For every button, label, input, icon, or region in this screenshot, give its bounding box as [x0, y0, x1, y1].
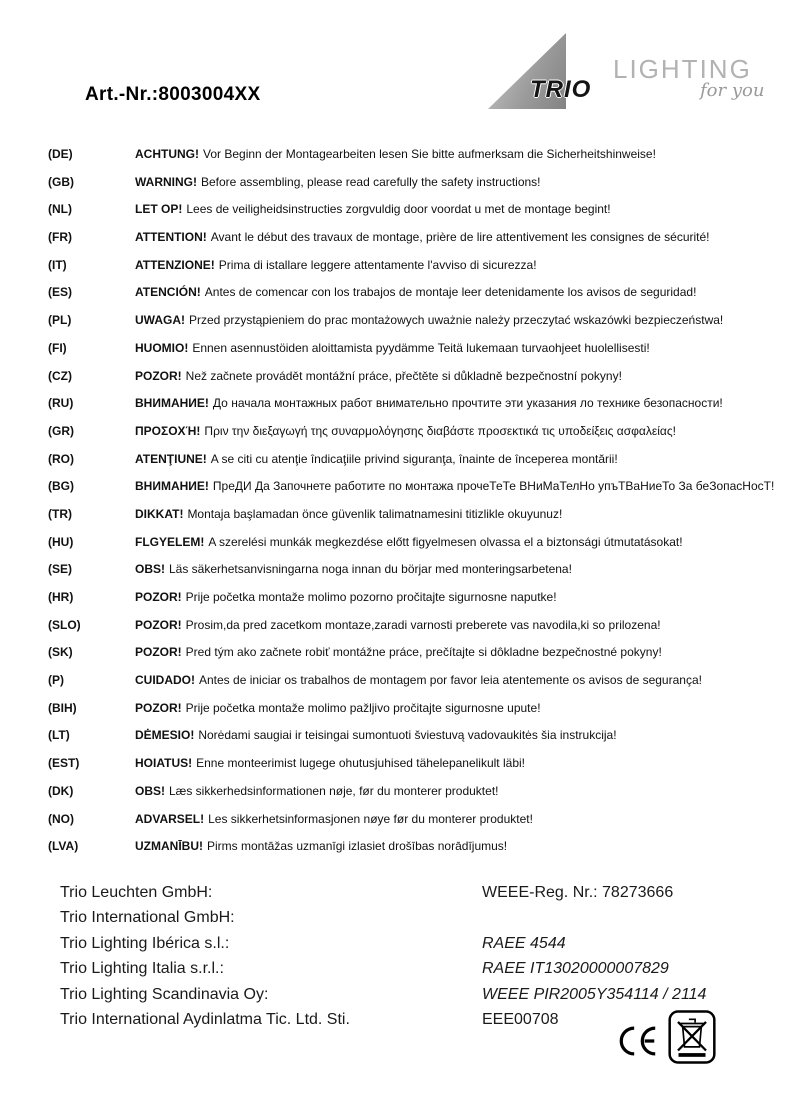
footer-row	[60, 985, 782, 1010]
warning-message	[135, 147, 656, 161]
warning-text: Ennen asennustöiden aloittamista pyydämme Teitä lukemaan turvaohjeet huolellisesti!	[192, 340, 650, 355]
company-name: Trio Lighting Ibérica s.l.:	[60, 934, 230, 952]
warning-text: Les sikkerhetsinformasjonen nøye før du monterer produktet!	[208, 811, 533, 826]
language-code: (IT)	[48, 257, 67, 272]
warning-message	[135, 202, 611, 216]
language-code: (BG)	[48, 479, 74, 494]
language-code: (CZ)	[48, 368, 72, 383]
warning-word: ATENŢIUNE!	[135, 451, 207, 466]
warning-text: Przed przystąpieniem do prac montażowych uważnie należy przeczytać wskazówki bezpieczeństwa!	[189, 313, 724, 328]
warning-message	[135, 673, 702, 687]
warning-row	[48, 507, 784, 535]
company-name: Trio Lighting Italia s.r.l.:	[60, 960, 224, 978]
warning-text: Pirms montāžas uzmanīgi izlasiet drošības norādījumus!	[207, 839, 508, 854]
warning-row	[48, 728, 784, 756]
warning-message	[135, 341, 650, 355]
footer-row	[60, 959, 782, 984]
warning-message	[135, 812, 533, 826]
warning-row	[48, 590, 784, 618]
warning-row	[48, 369, 784, 397]
language-code: (FI)	[48, 340, 67, 355]
warning-word: POZOR!	[135, 590, 182, 604]
warning-row	[48, 645, 784, 673]
warning-word: ATTENZIONE!	[135, 257, 215, 272]
language-code: (NO)	[48, 811, 74, 826]
language-code: (DK)	[48, 783, 74, 798]
warning-message	[135, 839, 507, 853]
warning-message	[135, 728, 617, 742]
warning-text: Prima di istallare leggere attentamente l'avviso di sicurezza!	[218, 257, 537, 272]
warning-text: Avant le début des travaux de montage, prière de lire attentivement les consignes de sécurité!	[210, 230, 710, 245]
warning-message	[135, 618, 661, 632]
warning-message	[135, 701, 541, 715]
warning-word: POZOR!	[135, 617, 182, 632]
warning-word: DĖMESIO!	[135, 728, 195, 743]
warning-message	[135, 285, 696, 299]
warning-text: Norėdami saugiai ir teisingai sumontuoti šviestuvą vadovaukitės šia instrukcija!	[198, 728, 617, 743]
warning-row	[48, 839, 784, 867]
warning-message	[135, 562, 572, 576]
warning-row	[48, 479, 784, 507]
trio-lighting-logo	[488, 30, 788, 114]
warning-text: Læs sikkerhedsinformationen nøje, før du monterer produktet!	[169, 783, 499, 798]
lighting-wordmark: LIGHTING	[613, 54, 752, 84]
warning-word: WARNING!	[135, 174, 197, 189]
warning-row	[48, 285, 784, 313]
warning-row	[48, 535, 784, 563]
company-name: Trio International GmbH:	[60, 909, 235, 927]
warning-row	[48, 258, 784, 286]
warning-message	[135, 175, 541, 189]
warning-word: POZOR!	[135, 368, 182, 383]
warning-row	[48, 313, 784, 341]
warning-text: Läs säkerhetsanvisningarna noga innan du börjar med monteringsarbetena!	[169, 562, 572, 577]
registration-value: WEEE-Reg. Nr.: 78273666	[482, 884, 674, 901]
warning-word: ATENCIÓN!	[135, 285, 201, 300]
warning-row	[48, 175, 784, 203]
warning-word: OBS!	[135, 783, 165, 798]
language-code: (PL)	[48, 313, 72, 328]
language-code: (RO)	[48, 451, 74, 466]
warning-word: ACHTUNG!	[135, 147, 199, 161]
warning-message	[135, 452, 618, 466]
warning-word: ATTENTION!	[135, 230, 207, 245]
warning-message	[135, 535, 683, 549]
warning-row	[48, 452, 784, 480]
language-code: (SK)	[48, 645, 73, 660]
warning-message	[135, 590, 557, 604]
warning-text: A szerelési munkák megkezdése előtt figyelmesen olvassa el a biztonsági útmutatásokat!	[208, 534, 683, 549]
warning-text: Πριν την διεξαγωγή της συναρμολόγησης διαβάστε προσεκτικά τις υποδείξεις ασφαλείας!	[204, 423, 676, 438]
warning-row	[48, 396, 784, 424]
warning-message	[135, 230, 710, 244]
language-code: (TR)	[48, 506, 72, 521]
warning-word: UZMANĪBU!	[135, 839, 203, 854]
warning-word: ВНИМАНИЕ!	[135, 396, 209, 411]
warning-row	[48, 424, 784, 452]
foryou-tagline: for you	[700, 80, 765, 101]
language-code: (HR)	[48, 590, 74, 604]
warning-message	[135, 369, 622, 383]
warning-row	[48, 230, 784, 258]
warning-word: CUIDADO!	[135, 673, 195, 688]
warning-text: Antes de iniciar os trabalhos de montagem por favor leia atentemente os avisos de segurança!	[199, 673, 702, 688]
warning-text: До начала монтажных работ внимательно прочтите эти указания ло технике безопасности!	[212, 396, 723, 411]
warning-word: ΠΡΟΣΟΧΉ!	[135, 423, 201, 438]
registration-value: RAEE IT13020000007829	[482, 960, 669, 978]
registration-value: RAEE 4544	[482, 934, 566, 952]
warning-row	[48, 147, 784, 175]
article-number: Art.-Nr.:8003004XX	[85, 84, 261, 105]
company-name: Trio Lighting Scandinavia Oy:	[60, 985, 269, 1003]
warning-row	[48, 673, 784, 701]
warning-text: Prosim,da pred zacetkom montaze,zaradi varnosti preberete vas navodila,ki so prilozena!	[185, 617, 661, 632]
warning-row	[48, 341, 784, 369]
warning-text: Pred tým ako začnete robiť montážne práce, prečítajte si dôkladne bezpečnostné pokyny!	[185, 645, 662, 660]
warning-text: Antes de comencar con los trabajos de montaje leer detenidamente los avisos de seguridad!	[204, 285, 697, 300]
warning-message	[135, 645, 662, 659]
language-code: (EST)	[48, 756, 80, 771]
warning-text: Vor Beginn der Montagearbeiten lesen Sie bitte aufmerksam die Sicherheitshinweise!	[203, 147, 656, 161]
warning-text: A se citi cu atenţie îndicaţiile privind siguranţa, înainte de începerea montării!	[210, 451, 618, 466]
language-code: (HU)	[48, 534, 74, 549]
warning-message	[135, 424, 676, 438]
warning-word: FLGYELEM!	[135, 534, 205, 549]
trio-wordmark: TRIO	[530, 76, 592, 103]
warning-word: UWAGA!	[135, 313, 185, 328]
warning-message	[135, 756, 525, 770]
registration-value: EEE00708	[482, 1010, 559, 1028]
warning-message	[135, 313, 723, 327]
warning-word: LET OP!	[135, 202, 183, 217]
warning-text: Enne monteerimist lugege ohutusjuhised tähelepanelikult läbi!	[196, 756, 525, 771]
registration-value: WEEE PIR2005Y354114 / 2114	[482, 985, 707, 1003]
language-code: (FR)	[48, 230, 72, 245]
warning-text: Lees de veiligheidsinstructies zorgvuldig door voordat u met de montage begint!	[186, 202, 611, 217]
warning-row	[48, 562, 784, 590]
warning-message	[135, 507, 562, 521]
language-code: (LVA)	[48, 839, 79, 854]
warning-text: Prije početka montaže molimo pažljivo pročitajte sigurnosne upute!	[185, 700, 541, 715]
warning-row	[48, 202, 784, 230]
warning-text: ПреДИ Да Започнете работите по монтажа прочеТеТе ВНиМаТелНо упъТВаНиеТо За беЗопасНосТ!	[212, 479, 775, 494]
language-code: (ES)	[48, 285, 72, 300]
warnings-list	[48, 147, 784, 867]
warning-row	[48, 756, 784, 784]
warning-row	[48, 701, 784, 729]
language-code: (P)	[48, 673, 64, 688]
company-name: Trio Leuchten GmbH:	[60, 884, 213, 901]
language-code: (RU)	[48, 396, 74, 411]
warning-word: HUOMIO!	[135, 340, 189, 355]
warning-word: HOIATUS!	[135, 756, 193, 771]
warning-word: OBS!	[135, 562, 165, 577]
weee-bin-icon	[668, 1010, 716, 1064]
warning-text: Montaja başlamadan önce güvenlik talimatnamesini titizlikle okuyunuz!	[187, 506, 563, 521]
warning-word: POZOR!	[135, 645, 182, 660]
company-name: Trio International Aydinlatma Tic. Ltd. Sti.	[60, 1010, 350, 1028]
language-code: (DE)	[48, 147, 73, 161]
warning-message	[135, 784, 498, 798]
language-code: (SLO)	[48, 617, 81, 632]
warning-text: Before assembling, please read carefully the safety instructions!	[201, 174, 541, 189]
warning-text: Než začnete provádět montážní práce, přečtěte si důkladně bezpečnostní pokyny!	[185, 368, 622, 383]
footer-row	[60, 883, 782, 908]
warning-word: DIKKAT!	[135, 506, 184, 521]
language-code: (BIH)	[48, 700, 77, 715]
warning-message	[135, 479, 774, 493]
language-code: (GR)	[48, 423, 74, 438]
warning-message	[135, 396, 723, 410]
warning-message	[135, 258, 537, 272]
warning-word: POZOR!	[135, 700, 182, 715]
warning-row	[48, 812, 784, 840]
warning-row	[48, 784, 784, 812]
language-code: (SE)	[48, 562, 72, 577]
language-code: (GB)	[48, 174, 74, 189]
ce-mark-icon	[616, 1022, 660, 1060]
warning-row	[48, 618, 784, 646]
language-code: (NL)	[48, 202, 72, 217]
warning-word: ADVARSEL!	[135, 811, 205, 826]
footer-row	[60, 934, 782, 959]
warning-word: ВНИМАНИЕ!	[135, 479, 209, 494]
footer-row	[60, 908, 782, 933]
language-code: (LT)	[48, 728, 70, 743]
warning-text: Prije početka montaže molimo pozorno pročitajte sigurnosne naputke!	[185, 590, 557, 604]
